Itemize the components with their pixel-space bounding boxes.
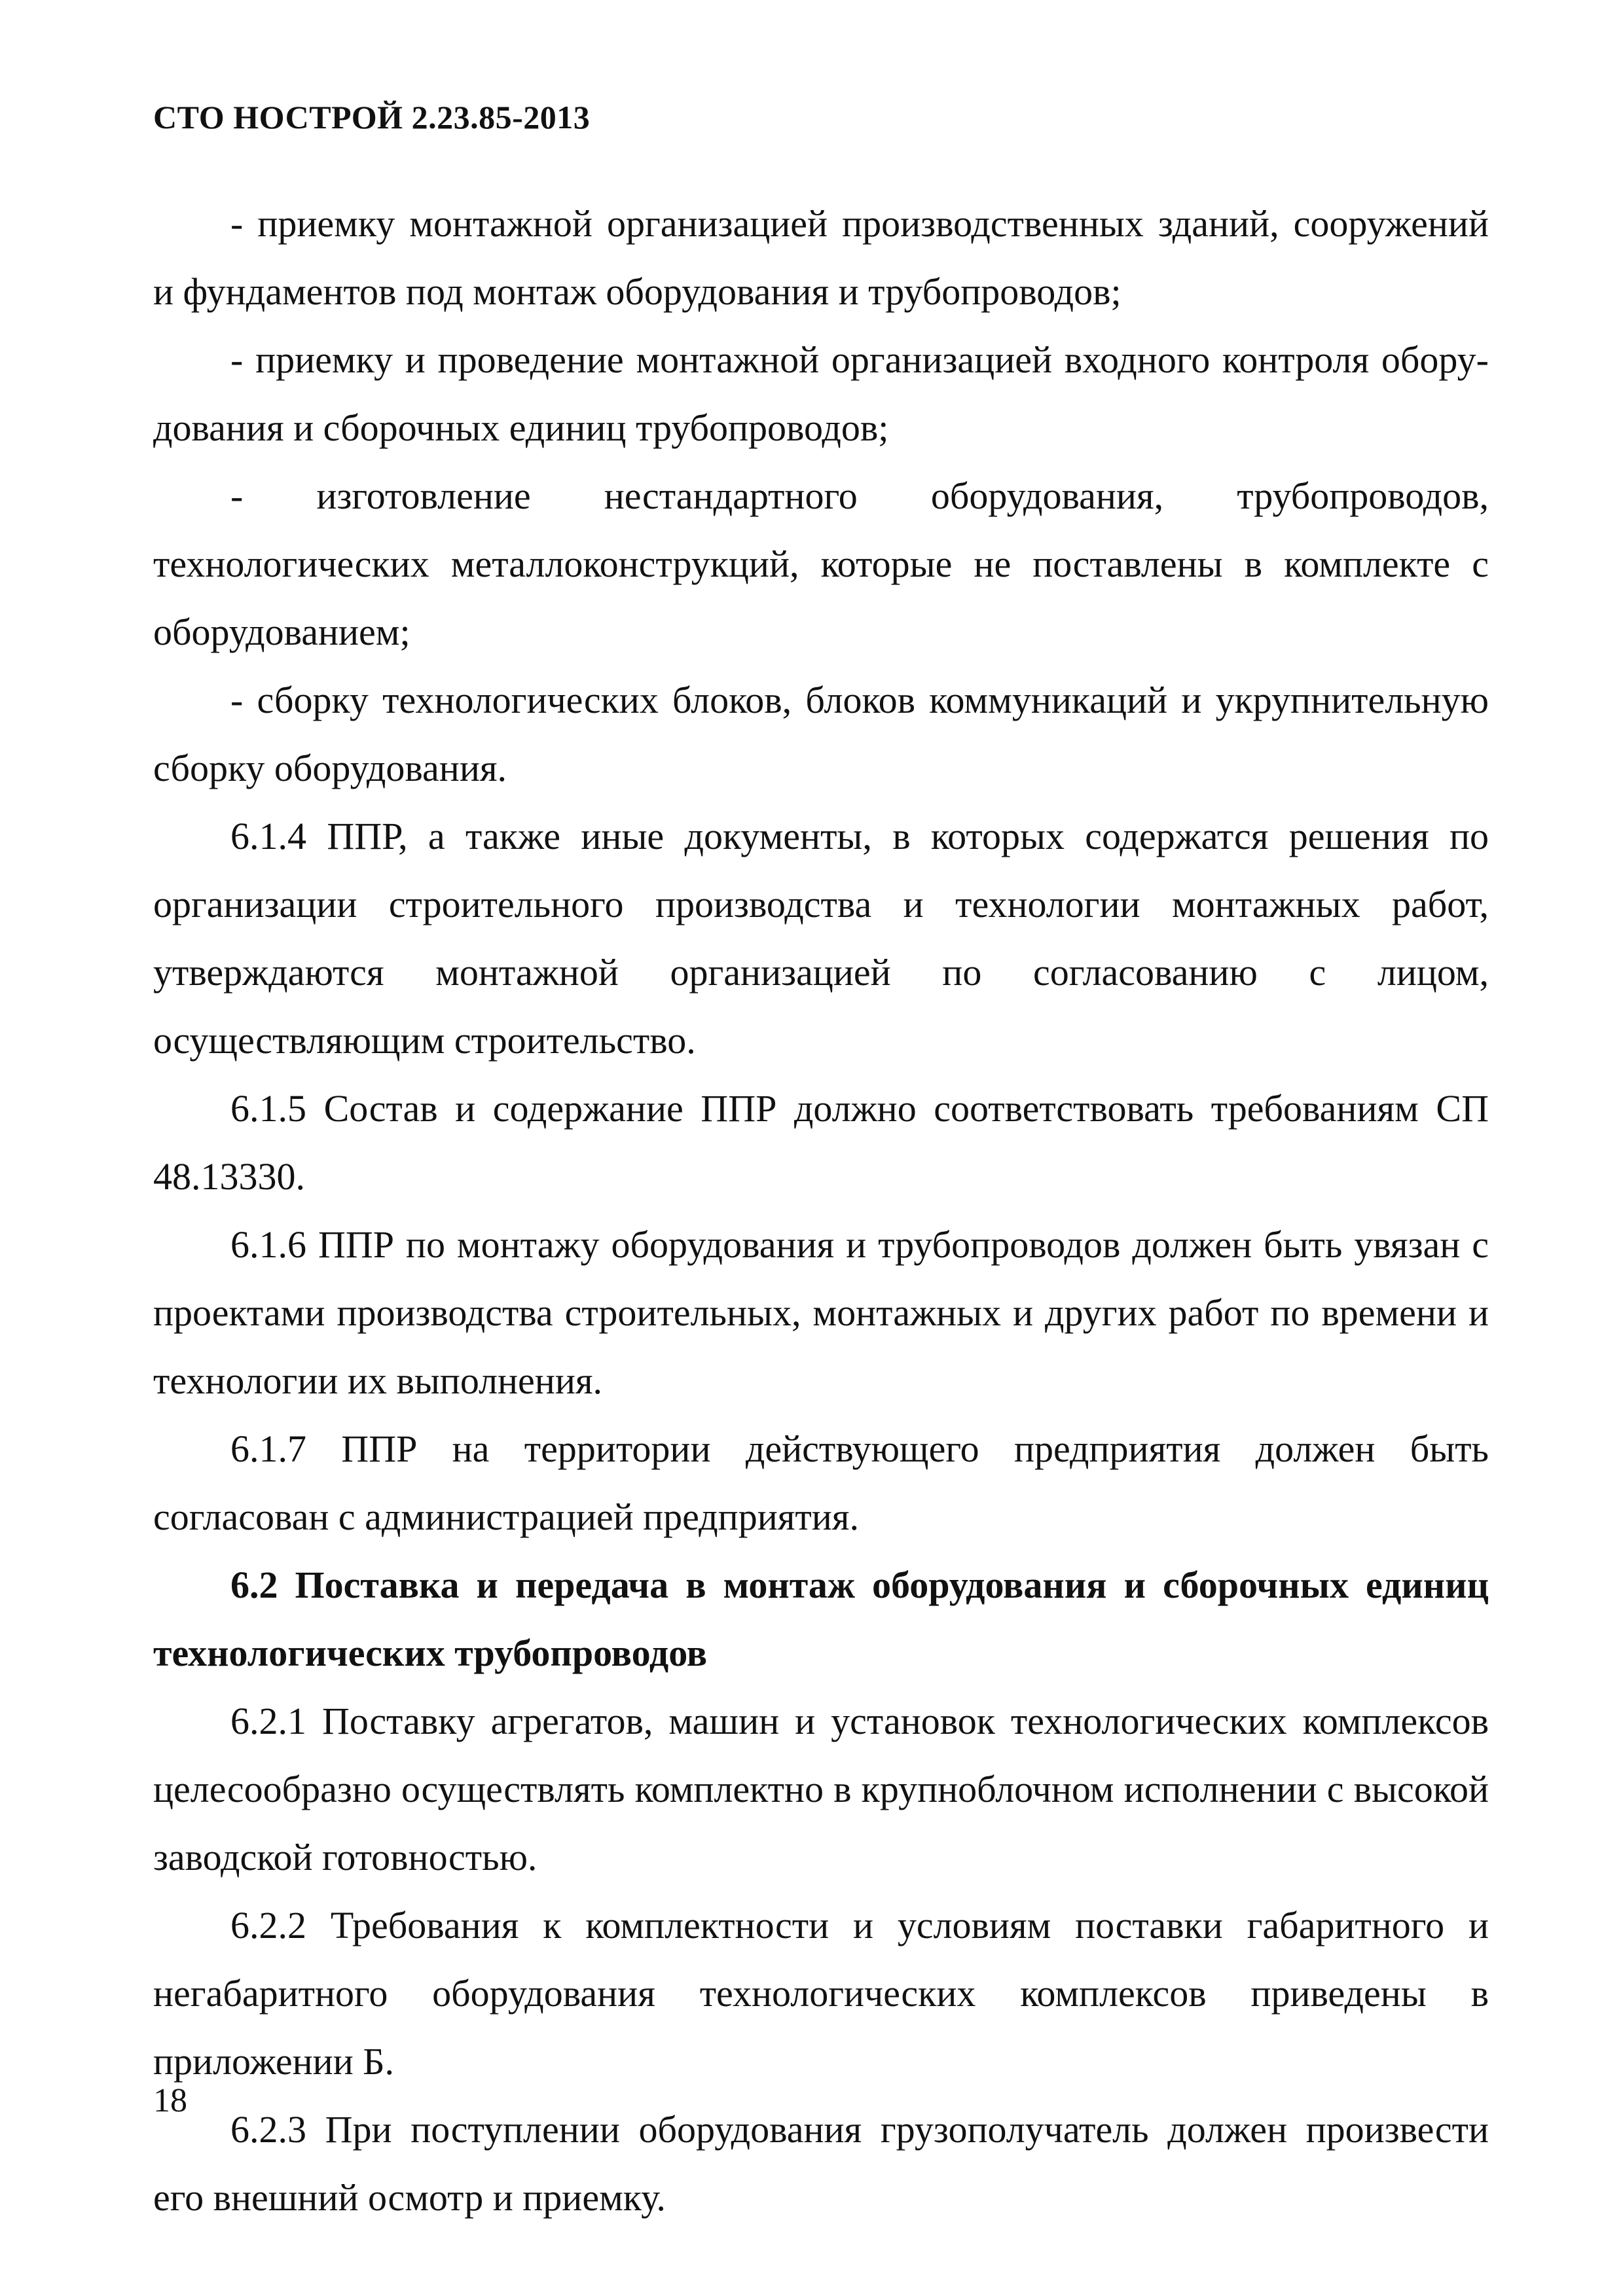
paragraph-6-1-7: 6.1.7 ППР на территории действующего предприятия должен быть согласован с администрацией предприятия. xyxy=(153,1427,1489,1538)
paragraph-6-1-4: 6.1.4 ППР, а также иные документы, в которых содержатся решения по организации строительного производства и технологии монтажных работ, утверждаются монтажной организацией по согласованию с лицом, осуществляющим строительство. xyxy=(153,815,1489,1062)
document-header: СТО НОСТРОЙ 2.23.85-2013 xyxy=(153,99,591,135)
page-number: 18 xyxy=(153,2082,187,2119)
document-body xyxy=(153,190,1489,2232)
paragraph-6-2-2: 6.2.2 Требования к комплектности и условиям поставки габаритного и негабаритного оборудования технологических комплексов приведены в приложении Б. xyxy=(153,1904,1489,2083)
paragraph-item-2: - приемку и проведение монтажной организацией входного контроля оборудования и сборочных единиц трубопроводов; xyxy=(153,338,1489,449)
paragraph-6-2-1: 6.2.1 Поставку агрегатов, машин и установок технологических комплексов целесообразно осуществлять комплектно в крупноблочном исполнении с высокой заводской готовностью. xyxy=(153,1700,1489,1878)
paragraph-6-1-6: 6.1.6 ППР по монтажу оборудования и трубопроводов должен быть увязан с проектами производства строительных, монтажных и других работ по времени и технологии их выполнения. xyxy=(153,1223,1489,1402)
paragraph-6-1-5: 6.1.5 Состав и содержание ППР должно соответствовать требованиям СП 48.13330. xyxy=(153,1087,1489,1198)
paragraph-item-1: - приемку монтажной организацией производственных зданий, сооружений и фундаментов под монтаж оборудования и трубопроводов; xyxy=(153,202,1489,313)
section-heading-6-2: 6.2 Поставка и передача в монтаж оборудования и сборочных единиц технологических трубопроводов xyxy=(153,1564,1489,1674)
paragraph-6-2-3: 6.2.3 При поступлении оборудования грузополучатель должен произвести его внешний осмотр и приемку. xyxy=(153,2108,1489,2219)
paragraph-item-3: - изготовление нестандартного оборудования, трубопроводов, технологических металлоконструкций, которые не поставлены в комплекте с оборудованием; xyxy=(153,475,1489,653)
paragraph-item-4: - сборку технологических блоков, блоков коммуникаций и укрупнительную сборку оборудования. xyxy=(153,679,1489,789)
